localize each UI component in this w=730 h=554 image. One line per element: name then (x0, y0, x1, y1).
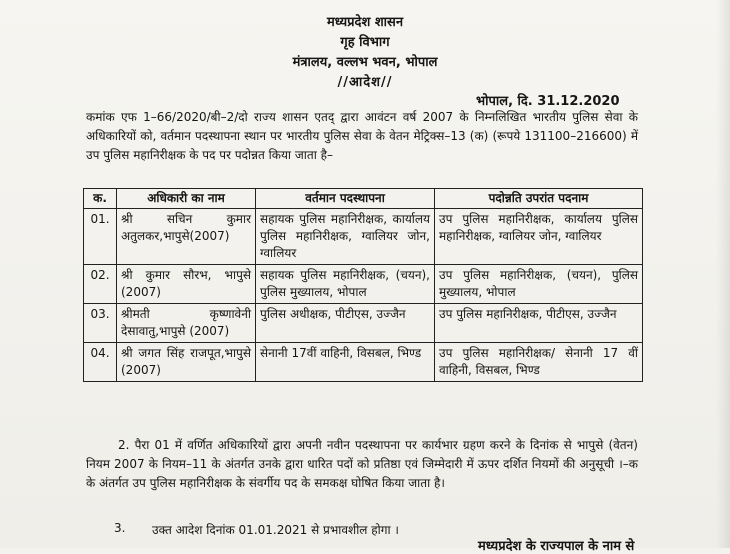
cell-current-posting: पुलिस अधीक्षक, पीटीएस, उज्जैन (256, 304, 435, 343)
cell-current-posting: सहायक पुलिस महानिरीक्षक, कार्यालय पुलिस महानिरीक्षक, ग्वालियर जोन, ग्वालियर (256, 209, 435, 265)
paragraph-3-number: 3. (114, 521, 126, 535)
table-row (84, 304, 643, 343)
cell-current-posting: सहायक पुलिस महानिरीक्षक, (चयन), पुलिस मुख्यालय, भोपाल (256, 265, 435, 304)
govt-title: मध्यप्रदेश शासन (326, 15, 404, 30)
cell-new-designation: उप पुलिस महानिरीक्षक, पीटीएस, उज्जैन (435, 304, 643, 343)
cell-new-designation: उप पुलिस महानिरीक्षक, कार्यालय पुलिस महानिरीक्षक, ग्वालियर जोन, ग्वालियर (435, 209, 643, 265)
cell-serial: 03. (84, 304, 117, 343)
promotion-table (83, 188, 643, 382)
cell-serial: 02. (84, 265, 117, 304)
header-current-posting: वर्तमान पदस्थापना (256, 189, 435, 209)
signature-line: मध्यप्रदेश के राज्यपाल के नाम से (478, 539, 635, 554)
cell-new-designation: उप पुलिस महानिरीक्षक, (चयन), पुलिस मुख्यालय, भोपाल (435, 265, 643, 304)
table-header-row (84, 189, 643, 209)
header-serial: क. (84, 189, 117, 209)
header-officer-name: अधिकारी का नाम (117, 189, 256, 209)
cell-officer-name: श्री जगत सिंह राजपूत,भापुसे (2007) (117, 343, 256, 382)
header-new-designation: पदोन्नति उपरांत पदनाम (435, 189, 643, 209)
paragraph-2: 2. पैरा 01 में वर्णित अधिकारियों द्वारा अपनी नवीन पदस्थापना पर कार्यभार ग्रहण करने के दिनांक से भापुसे (वेतन) नियम 2007 के नियम–11 के अंतर्गत उनके द्वारा धारित पदों को प्रतिष्ठा एवं जिम्मेदारी में ऊपर दर्शित नियमों की अनुसूची ।–क के अंतर्गत उप पुलिस महानिरीक्षक के संवर्गीय पद के समकक्ष घोषित किया जाता है। (86, 438, 638, 490)
cell-current-posting: सेनानी 17वीं वाहिनी, विसबल, भिण्ड (256, 343, 435, 382)
department-title: गृह विभाग (340, 35, 390, 50)
paragraph-3-text: उक्त आदेश दिनांक 01.01.2021 से प्रभावशील होगा । (152, 523, 399, 537)
cell-officer-name: श्री सचिन कुमार अतुलकर,भापुसे(2007) (117, 209, 256, 265)
cell-serial: 04. (84, 343, 117, 382)
table-row (84, 343, 643, 382)
order-heading: //आदेश// (337, 75, 393, 90)
table-row (84, 265, 643, 304)
office-address: मंत्रालय, वल्लभ भवन, भोपाल (292, 55, 438, 70)
page-edge-shadow (716, 0, 730, 548)
cell-serial: 01. (84, 209, 117, 265)
cell-officer-name: श्री कुमार सौरभ, भापुसे (2007) (117, 265, 256, 304)
table-row (84, 209, 643, 265)
order-date: भोपाल, दि. 31.12.2020 (476, 94, 620, 109)
cell-new-designation: उप पुलिस महानिरीक्षक/ सेनानी 17 वीं वाहिनी, विसबल, भिण्ड (435, 343, 643, 382)
cell-officer-name: श्रीमती कृष्णावेनी देसावातु,भापुसे (2007) (117, 304, 256, 343)
intro-paragraph: कमांक एफ 1–66/2020/बी–2/दो राज्य शासन एतद् द्वारा आवंटन वर्ष 2007 के निम्नलिखित भारतीय पुलिस सेवा के अधिकारियों को, वर्तमान पदस्थापना स्थान पर भारतीय पुलिस सेवा के वेतन मेट्रिक्स–13 (क) (रूपये 131100–216600) में उप पुलिस महानिरीक्षक के पद पर पदोन्नत किया जाता है– (86, 110, 638, 162)
